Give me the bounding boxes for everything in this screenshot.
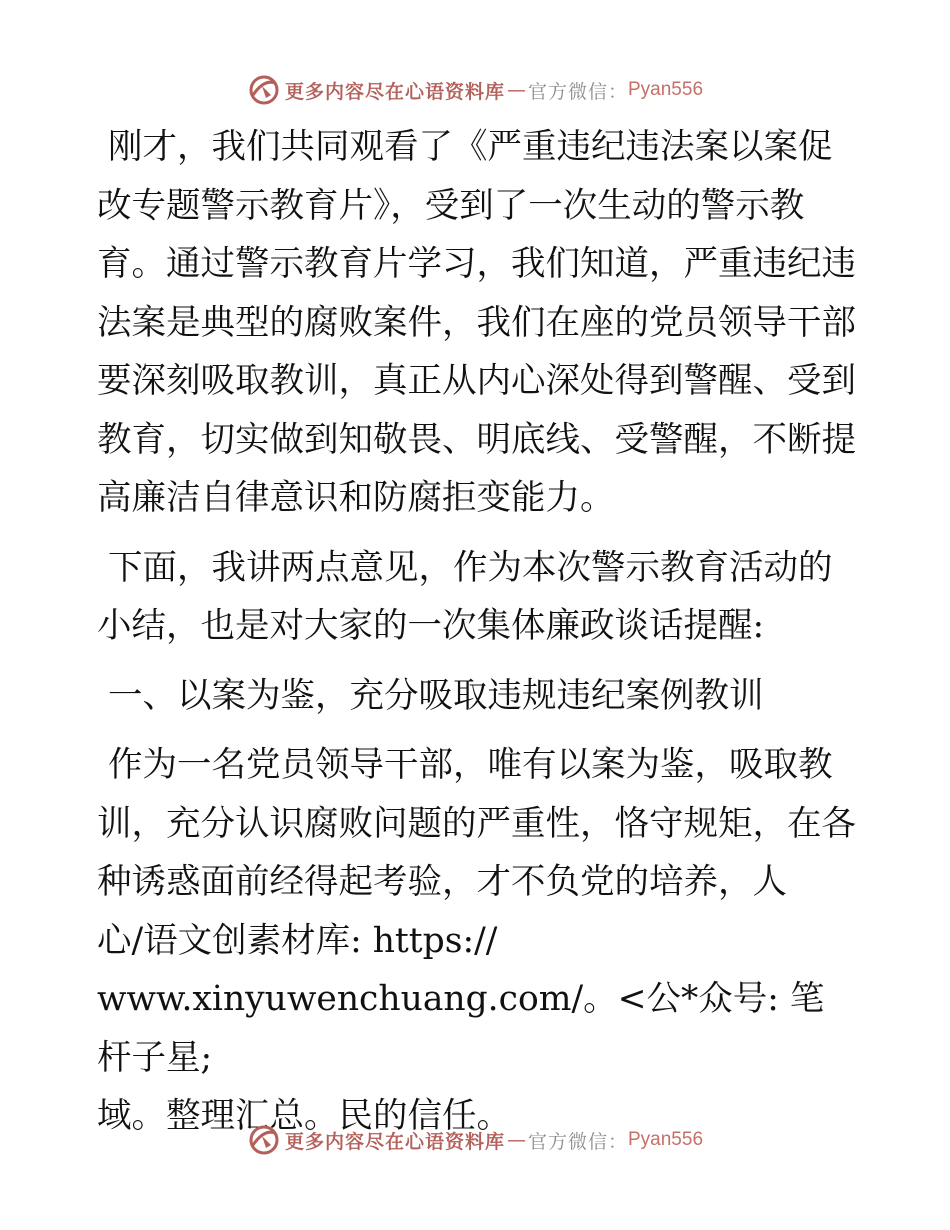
watermark-banner-top: [0, 70, 950, 110]
text-line-source: 心/语文创素材库: https://: [97, 920, 498, 961]
section-heading-1: 一、以案为鉴，充分吸取违规违纪案例教训: [97, 675, 764, 716]
watermark-brand: 更多内容尽在心语资料库: [284, 80, 505, 103]
logo-icon: [247, 73, 281, 107]
document-body: [97, 118, 857, 1146]
watermark-wechat-id: Pyan556: [628, 79, 704, 100]
logo-icon: [247, 1123, 281, 1157]
watermark-banner-bottom: [0, 1120, 950, 1160]
watermark-dash: —: [506, 79, 526, 101]
text-line-url: www.xinyuwenchuang.com/。<公*众号: 笔杆子星;: [97, 979, 825, 1078]
watermark-wechat-label: 官方微信：: [527, 1130, 628, 1153]
watermark-brand: 更多内容尽在心语资料库: [284, 1130, 505, 1153]
paragraph-summary: 下面，我讲两点意见，作为本次警示教育活动的小结，也是对大家的一次集体廉政谈话提醒:: [97, 547, 833, 646]
paragraph-body: 作为一名党员领导干部，唯有以案为鉴，吸取教训，充分认识腐败问题的严重性，恪守规矩，在各种诱惑面前经得起考验，才不负党的培养，人: [97, 745, 856, 902]
paragraph-intro: 刚才，我们共同观看了《严重违纪违法案以案促改专题警示教育片》，受到了一次生动的警示教育。通过警示教育片学习，我们知道，严重违纪违法案是典型的腐败案件，我们在座的党员领导干部要深刻吸取教训，真正从内心深处得到警醒、受到教育，切实做到知敬畏、明底线、受警醒，不断提高廉洁自律意识和防腐拒变能力。: [97, 127, 856, 518]
watermark-wechat-label: 官方微信：: [527, 80, 628, 103]
watermark-wechat-id: Pyan556: [628, 1129, 704, 1150]
watermark-dash: —: [506, 1129, 526, 1151]
text-line-end: 域。整理汇总。民的信任。: [97, 1096, 511, 1136]
